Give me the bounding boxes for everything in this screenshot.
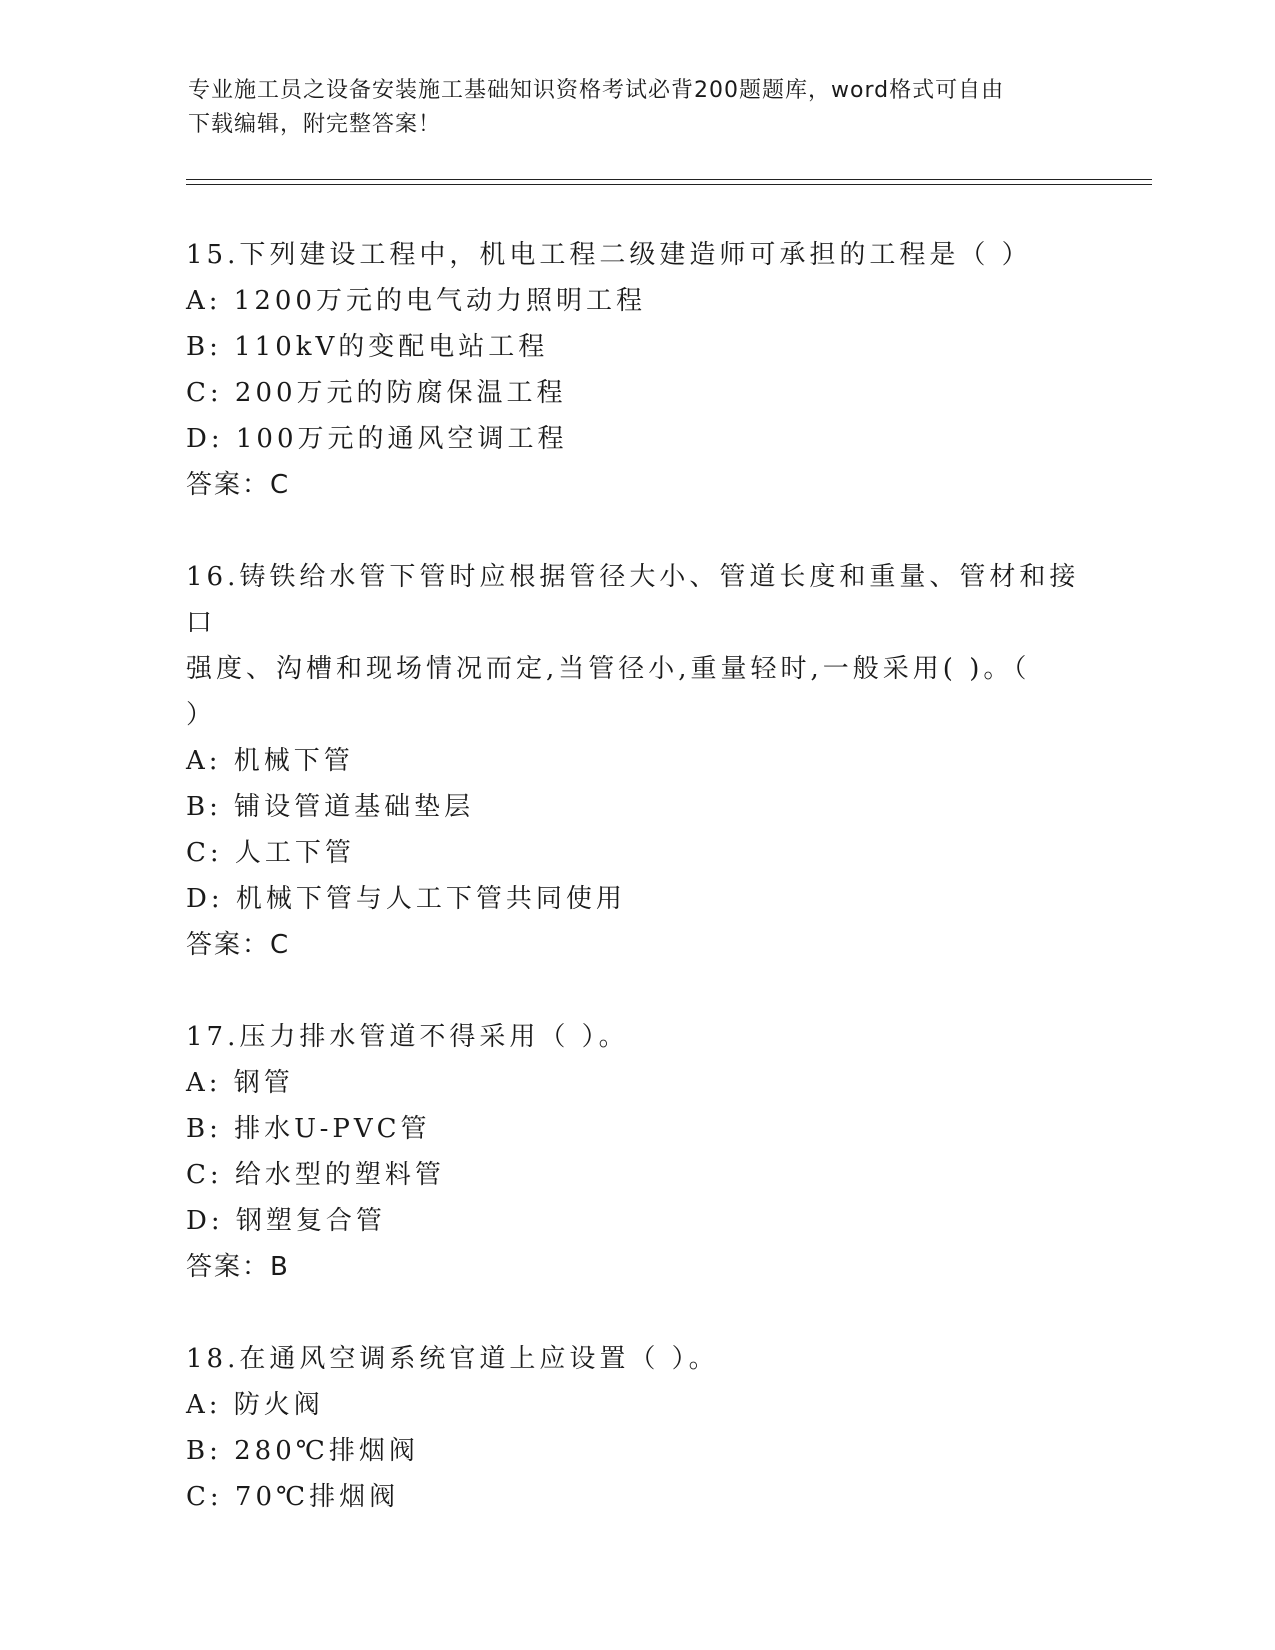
- header-line-1: 专业施工员之设备安装施工基础知识资格考试必背200题题库，word格式可自由: [188, 78, 1005, 103]
- option-a: A: 机械下管: [186, 746, 354, 776]
- header-line-2: 下载编辑，附完整答案！: [188, 112, 442, 137]
- question-stem: 17.压力排水管道不得采用（ ）。: [186, 1022, 629, 1052]
- option-c: C: 70℃排烟阀: [186, 1482, 400, 1512]
- option-a: A: 钢管: [186, 1068, 294, 1098]
- option-b: B: 排水U-PVC管: [186, 1114, 431, 1144]
- answer: 答案：B: [186, 1252, 290, 1282]
- option-c: C: 给水型的塑料管: [186, 1160, 445, 1190]
- question-15: [186, 232, 1086, 508]
- question-stem: 16.铸铁给水管下管时应根据管径大小、管道长度和重量、管材和接口: [186, 562, 1080, 638]
- question-16: [186, 554, 1086, 968]
- question-stem: 18.在通风空调系统官道上应设置（ ）。: [186, 1344, 719, 1374]
- option-b: B: 110kV的变配电站工程: [186, 332, 549, 362]
- answer: 答案：C: [186, 470, 291, 500]
- option-d: D: 钢塑复合管: [186, 1206, 386, 1236]
- option-b: B: 280℃排烟阀: [186, 1436, 419, 1466]
- question-17: [186, 1014, 1086, 1290]
- question-stem: 强度、沟槽和现场情况而定,当管径小,重量轻时,一般采用( )。（: [186, 654, 1031, 684]
- option-b: B: 铺设管道基础垫层: [186, 792, 475, 822]
- question-stem: 15.下列建设工程中，机电工程二级建造师可承担的工程是（ ）: [186, 240, 1032, 270]
- question-list: [186, 232, 1086, 1566]
- option-c: C: 人工下管: [186, 838, 355, 868]
- option-d: D: 100万元的通风空调工程: [186, 424, 568, 454]
- question-18: [186, 1336, 1086, 1520]
- header-rule-bottom: [186, 184, 1152, 185]
- option-a: A: 1200万元的电气动力照明工程: [186, 286, 646, 316]
- answer: 答案：C: [186, 930, 291, 960]
- option-d: D: 机械下管与人工下管共同使用: [186, 884, 626, 914]
- header-rule-top: [186, 179, 1152, 180]
- option-c: C: 200万元的防腐保温工程: [186, 378, 567, 408]
- option-a: A: 防火阀: [186, 1390, 324, 1420]
- question-stem: ）: [186, 700, 217, 730]
- document-header: [188, 74, 1088, 142]
